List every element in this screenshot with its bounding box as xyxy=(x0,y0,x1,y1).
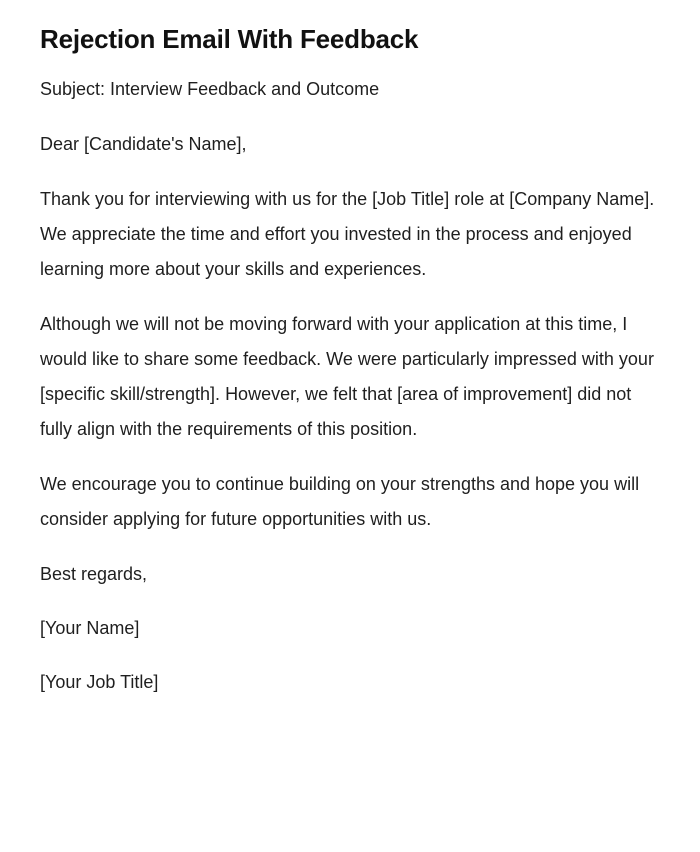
email-closing: Best regards, xyxy=(40,564,148,584)
email-salutation: Dear [Candidate's Name], xyxy=(40,134,247,154)
page-title: Rejection Email With Feedback xyxy=(40,24,419,54)
email-subject-line: Subject: Interview Feedback and Outcome xyxy=(40,79,380,99)
signature-job-title: [Your Job Title] xyxy=(40,672,159,692)
email-body-paragraph-2: Although we will not be moving forward with your application at this time, I would like to share some feedback. We were particularly impressed with your [specific skill/strength]. However, we felt that [area of improvement] did not fully align with the requirements of this position. xyxy=(40,314,654,439)
email-body-paragraph-3: We encourage you to continue building on your strengths and hope you will consider applying for future opportunities with us. xyxy=(40,474,640,529)
email-body-paragraph-1: Thank you for interviewing with us for the [Job Title] role at [Company Name]. We appreciate the time and effort you invested in the process and enjoyed learning more about your skills and experiences. xyxy=(40,189,655,279)
signature-name: [Your Name] xyxy=(40,618,140,638)
